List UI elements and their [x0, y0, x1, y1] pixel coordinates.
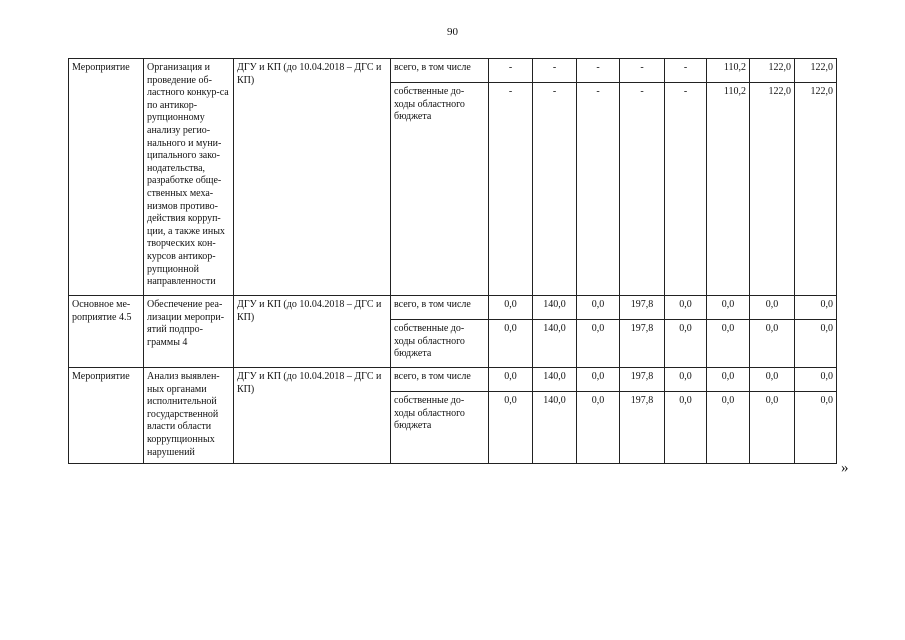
- value-cell: -: [533, 59, 577, 83]
- value-cell: 110,2: [707, 83, 750, 296]
- value-cell: 140,0: [533, 368, 577, 392]
- funding-source: всего, в том числе: [391, 368, 489, 392]
- value-cell: 0,0: [750, 296, 795, 320]
- value-cell: 0,0: [795, 392, 837, 464]
- value-cell: 0,0: [665, 368, 707, 392]
- value-cell: 0,0: [489, 296, 533, 320]
- page-number: 90: [447, 26, 458, 38]
- budget-table: [68, 58, 837, 464]
- value-cell: 0,0: [577, 296, 620, 320]
- value-cell: 0,0: [577, 320, 620, 368]
- value-cell: 0,0: [489, 320, 533, 368]
- value-cell: 122,0: [750, 59, 795, 83]
- value-cell: 122,0: [795, 59, 837, 83]
- value-cell: 0,0: [750, 320, 795, 368]
- value-cell: -: [489, 59, 533, 83]
- value-cell: -: [665, 59, 707, 83]
- value-cell: 0,0: [707, 368, 750, 392]
- value-cell: 0,0: [750, 392, 795, 464]
- value-cell: 0,0: [665, 320, 707, 368]
- value-cell: 0,0: [795, 368, 837, 392]
- measure-type: Основное ме-роприятие 4.5: [69, 296, 144, 368]
- funding-source: собственные до-ходы областного бюджета: [391, 392, 489, 464]
- executor: ДГУ и КП (до 10.04.2018 – ДГС и КП): [234, 368, 391, 464]
- value-cell: 0,0: [489, 392, 533, 464]
- value-cell: 0,0: [577, 392, 620, 464]
- closing-quote-mark: »: [841, 460, 849, 476]
- table-row: [69, 296, 837, 320]
- value-cell: 0,0: [665, 296, 707, 320]
- value-cell: 0,0: [665, 392, 707, 464]
- value-cell: -: [489, 83, 533, 296]
- measure-name: Обеспечение реа-лизации меропри-ятий подпро-граммы 4: [144, 296, 234, 368]
- value-cell: -: [665, 83, 707, 296]
- value-cell: -: [577, 59, 620, 83]
- executor: ДГУ и КП (до 10.04.2018 – ДГС и КП): [234, 59, 391, 296]
- value-cell: 0,0: [707, 320, 750, 368]
- value-cell: 197,8: [620, 368, 665, 392]
- value-cell: -: [533, 83, 577, 296]
- measure-name: Анализ выявлен-ных органами исполнительной государственной власти области коррупционных нарушений: [144, 368, 234, 464]
- value-cell: 0,0: [707, 392, 750, 464]
- value-cell: 140,0: [533, 320, 577, 368]
- value-cell: 140,0: [533, 392, 577, 464]
- value-cell: 197,8: [620, 296, 665, 320]
- value-cell: 197,8: [620, 320, 665, 368]
- value-cell: 122,0: [750, 83, 795, 296]
- executor: ДГУ и КП (до 10.04.2018 – ДГС и КП): [234, 296, 391, 368]
- table-row: [69, 59, 837, 83]
- value-cell: 122,0: [795, 83, 837, 296]
- value-cell: -: [620, 59, 665, 83]
- value-cell: -: [577, 83, 620, 296]
- value-cell: -: [620, 83, 665, 296]
- value-cell: 0,0: [795, 296, 837, 320]
- funding-source: собственные до-ходы областного бюджета: [391, 320, 489, 368]
- value-cell: 0,0: [750, 368, 795, 392]
- funding-source: всего, в том числе: [391, 296, 489, 320]
- table-row: [69, 368, 837, 392]
- measure-name: Организация и проведение об-ластного конкур-са по антикор-рупционному анализу регио-нального и муни-ципального зако-нодательства, разработке обще-ственных меха-низмов противо-действия корруп-ции, а также иных творческих кон-курсов антикор-рупционной направленности: [144, 59, 234, 296]
- measure-type: Мероприятие: [69, 368, 144, 464]
- value-cell: 0,0: [577, 368, 620, 392]
- funding-source: всего, в том числе: [391, 59, 489, 83]
- value-cell: 0,0: [489, 368, 533, 392]
- funding-source: собственные до-ходы областного бюджета: [391, 83, 489, 296]
- value-cell: 0,0: [707, 296, 750, 320]
- value-cell: 197,8: [620, 392, 665, 464]
- value-cell: 0,0: [795, 320, 837, 368]
- measure-type: Мероприятие: [69, 59, 144, 296]
- value-cell: 140,0: [533, 296, 577, 320]
- value-cell: 110,2: [707, 59, 750, 83]
